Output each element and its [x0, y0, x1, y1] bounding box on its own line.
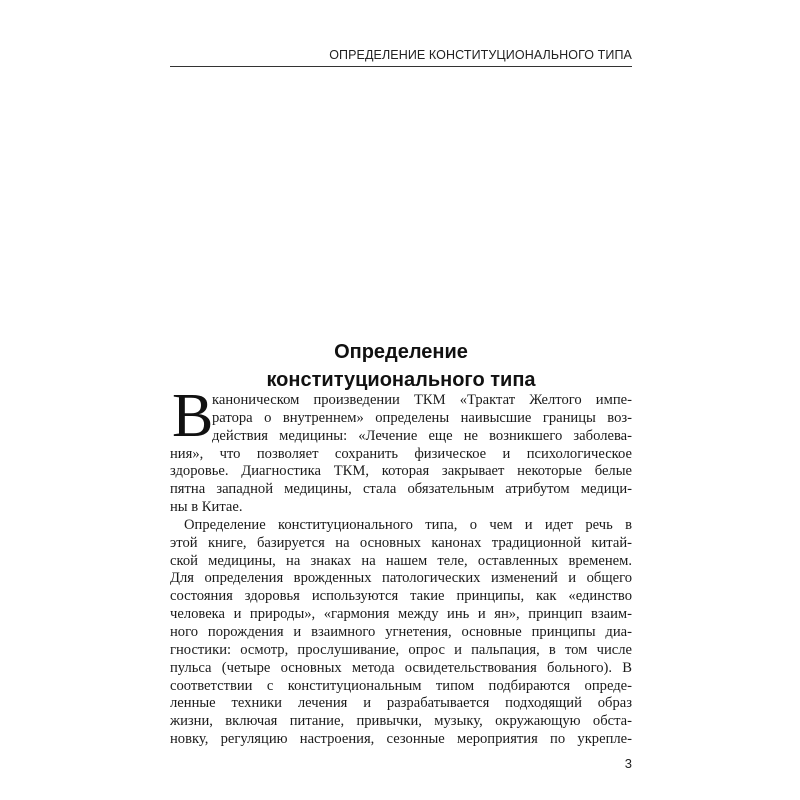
text-line: ния», что позволяет сохранить физическое и психологическое	[170, 445, 632, 462]
text-line: Определение конституционального типа, о чем и идет речь в	[184, 516, 632, 533]
drop-cap: В	[172, 382, 214, 450]
text-line: пульса (четыре основных метода освидетельствования больного). В	[170, 659, 632, 676]
chapter-title	[170, 338, 632, 394]
chapter-title-line-2: конституционального типа	[266, 369, 536, 391]
text-line: ного порождения и взаимного угнетения, основные принципы диа-	[170, 623, 632, 640]
body-text	[170, 382, 632, 749]
text-line: человека и природы», «гармония между инь и ян», принцип взаим-	[170, 606, 632, 623]
chapter-title-line-1: Определение	[334, 341, 468, 363]
running-head: ОПРЕДЕЛЕНИЕ КОНСТИТУЦИОНАЛЬНОГО ТИПА	[329, 48, 632, 62]
text-line: новку, регуляцию настроения, сезонные мероприятия по укрепле-	[170, 731, 632, 748]
text-line: ской медицины, на знаках на нашем теле, оставленных временем.	[170, 552, 632, 569]
text-line: жизни, включая питание, привычки, музыку, окружающую обста-	[170, 713, 632, 730]
header-rule	[170, 66, 632, 67]
paragraph-2	[170, 517, 632, 749]
text-line: действия медицины: «Лечение еще не возникшего заболева-	[212, 427, 632, 444]
page-number: 3	[624, 756, 632, 771]
text-line: здоровье. Диагностика ТКМ, которая закрывает некоторые белые	[170, 463, 632, 480]
paragraph-1	[170, 382, 632, 517]
text-line: ны в Китае.	[170, 499, 243, 516]
text-line: ленные техники лечения и разрабатывается подходящий образ	[170, 695, 632, 712]
text-line: пятна западной медицины, стала обязательным атрибутом медици-	[170, 481, 632, 498]
text-line: соответствии с конституциональным типом подбираются опреде-	[170, 677, 632, 694]
text-line: состояния здоровья используются такие принципы, как «единство	[170, 588, 632, 605]
text-line: этой книге, базируется на основных канонах традиционной китай-	[170, 534, 632, 551]
text-line: Для определения врожденных патологических изменений и общего	[170, 570, 632, 587]
text-line: каноническом произведении ТКМ «Трактат Желтого импе-	[212, 392, 632, 408]
text-line: ратора о внутреннем» определены наивысшие границы воз-	[212, 409, 632, 426]
text-line: гностики: осмотр, прослушивание, опрос и пальпация, в том числе	[170, 641, 632, 658]
